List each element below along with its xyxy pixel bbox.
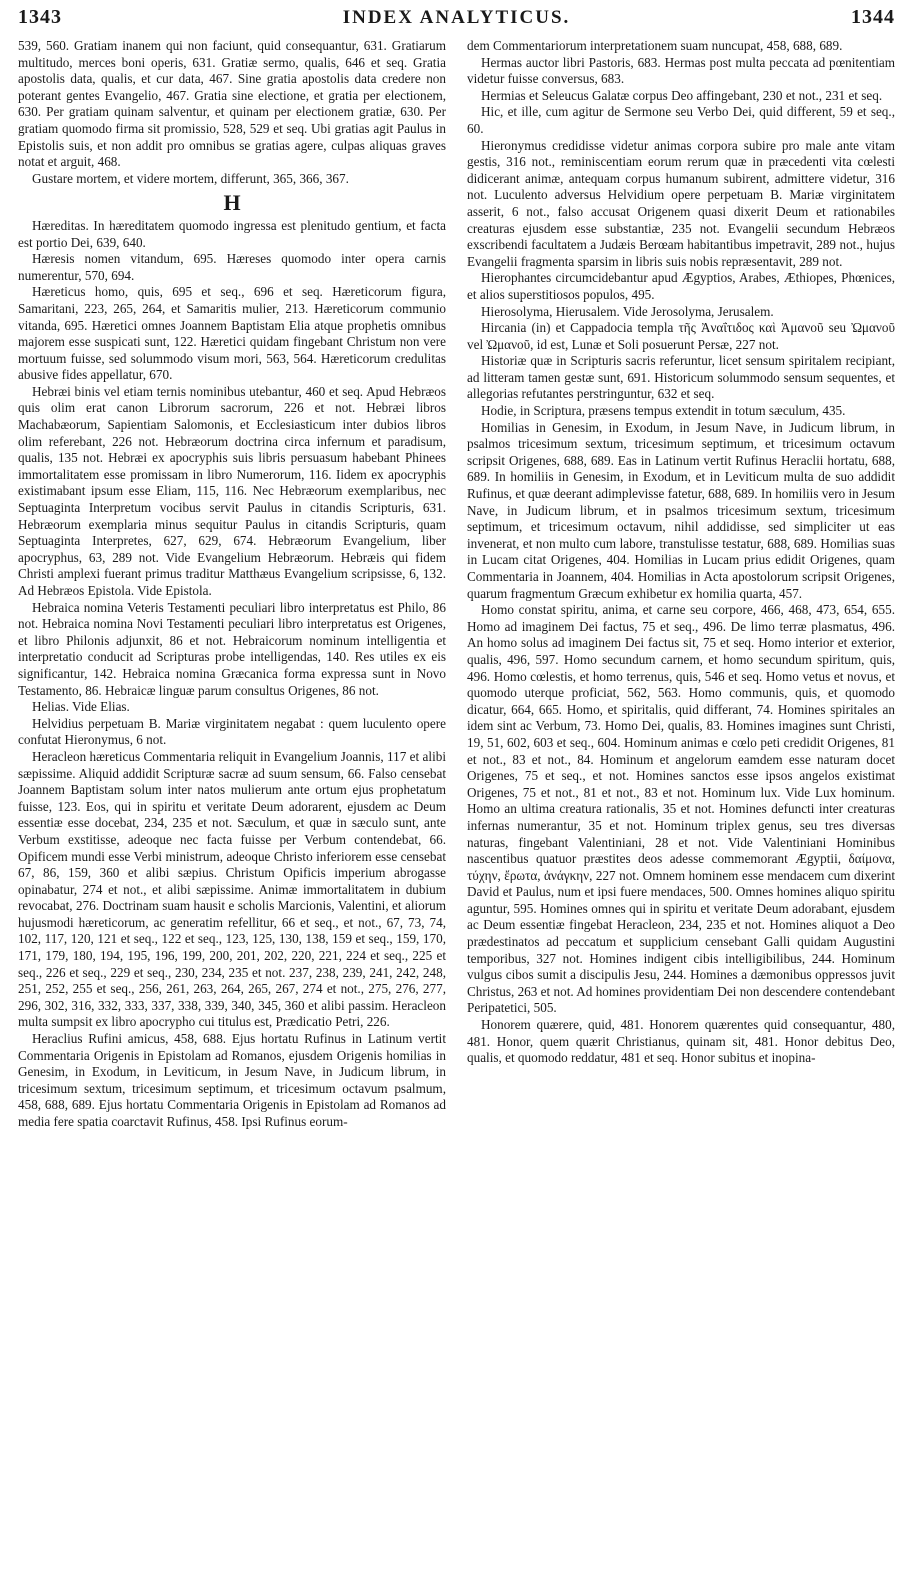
index-entry: Heraclius Rufini amicus, 458, 688. Ejus hortatu Rufinus in Latinum vertit Commentaria Origenis in Epistolam ad Romanos, ejusdem Origenis homilias in Genesim, in Exodum, in Leviticum, in Jesum Nave, in Judicum librum, in tricesimum sextum, tricesimum septimum, et tricesimum octavum psalmum, 458, 688, 689. Ejus hortatu Commentaria Origenis in Epistolam ad Romanos ad media fere spatia coarctavit Rufinus, 458. Ipsi Rufinus eorum- [18,1031,446,1129]
index-entry: Hæresis nomen vitandum, 695. Hæreses quomodo inter opera carnis numerentur, 570, 694. [18,251,446,283]
index-entry: Hæreditas. In hæreditatem quomodo ingressa est plenitudo gentium, et facta est portio Dei, 639, 640. [18,217,446,250]
index-entry: Hæreticus homo, quis, 695 et seq., 696 et seq. Hæreticorum figura, Samaritani, 223, 265, 264, et Samaritis mulier, 213. Hæreticorum communio vitanda, 695. Hæretici omnes Joannem Baptistam Elia atque prophetis omnibus majorem esse suspicati sunt, 122. Hæretici quidam fingebant Christum non vere mortuum fuisse, sed solummodo visum mori, 563, 564. Hæreticorum credulitas abusive fides appellatur, 670. [18,284,446,383]
index-entry: Historiæ quæ in Scripturis sacris referuntur, licet sensum spiritalem recipiant, ad litteram tamen gestæ sunt, 691. Historicum solummodo sensum sequentes, et allegorias refutantes perstringuntur, 632 et seq. [467,353,895,402]
section-letter: H [223,190,241,216]
index-entry: Hebraica nomina Veteris Testamenti peculiari libro interpretatus est Philo, 86 not. Hebraica nomina Novi Testamenti peculiari libro interpretatus est Origenes, et libro Philonis adjunxit, 86 et not. Hebraicorum nominum intelligentia et interpretatio conducit ad Scripturas probe intelligendas, 140. Res utiles ex eis significantur, 142. Hebraica nomina Græcanica forma expressa sunt in Novo Testamento, 86. Hebraicæ linguæ parum consultus Origenes, 86 not. [18,599,446,698]
index-entry: Homo constat spiritu, anima, et carne seu corpore, 466, 468, 473, 654, 655. Homo ad imaginem Dei factus, 75 et seq., 496. De limo terræ plasmatus, 496. An homo solus ad imaginem Dei factus sit, 75 et seq. Homo interior et exterior, qualis, 496, 597. Homo secundum carnem, et homo secundum spiritum, quis, 496. Homo cœlestis, et homo terrenus, quis, 546 et seq. Homo vetus et novus, et quomodo uterque proficiat, 562, 563. Homo communis, quis, et quomodo dicatur, 664, 665. Homo, et spiritalis, quid differant, 74. Homines spiritales an idem sint ac Verbum, 73. Homo Dei, qualis, 83. Homines imagines sunt Christi, 19, 51, 602, 603 et seq., 604. Hominum animas e cœlo peti credidit Origenes, 81 et not., 83 et not., 84. Hominum et angelorum eamdem esse naturam docet Origenes, 75 et seq., et not. Homines sanctos esse ipsos angelos existimat Origenes, 75 et not., 81 et not., 83 et not. Hominum lux. Vide Lux hominum. Homo an ultima creatura rationalis, 35 et not. Homines defuncti inter creaturas infernas numerantur, 35 et not. Hominum triplex genus, seu tres diversas naturas, fingebant Valentiniani, 28 et not. Vide Valentiniani Hominibus nascentibus quatuor præstites deos adesse commemorant Ægyptii, δαίμονα, τύχην, ἔρωτα, ἀνάγκην, 227 not. Omnem hominem esse mendacem cum dixerint David et Paulus, num et ipsi fuere mendaces, 500. Omnes homines aliquo spiritu aguntur, 595. Homines omnes qui in spiritu et veritate Deum adorabant, ejusdem ac Deum essentiæ fingebat Heracleon, 234, 235 et not. Homines aliquot a Deo prædestinatos ad peccatum et supplicium censebant Galli quidam Augustini temporibus, 327 not. Homines indigent cibis intelligibilibus, 244. Hominum vulgus cibos sumit a discipulis Jesu, 244. Homines a dæmonibus oppressos juvit Christus, 263 et not. Ad homines providentiam Dei non descendere contendebant Peripatetici, 505. [467,602,895,1016]
index-entry: Hodie, in Scriptura, præsens tempus extendit in totum sæculum, 435. [481,403,846,419]
index-entry: dem Commentariorum interpretationem suam nuncupat, 458, 688, 689. [467,38,843,53]
index-entry: Hircania (in) et Cappadocia templa τῆς Ἀναΐτιδος καὶ Ἀμανοῦ seu Ὠμανοῦ vel Ὠμανοῦ, id est, Lunæ et Soli posuerunt Persæ, 227 not. [467,320,895,352]
index-entry: Hermias et Seleucus Galatæ corpus Deo affingebant, 230 et not., 231 et seq. [481,87,883,103]
running-title: INDEX ANALYTICUS. [342,7,571,28]
index-entry: Hierophantes circumcidebantur apud Ægyptios, Arabes, Æthiopes, Phœnices, et alios superstitiosos populos, 495. [467,270,895,302]
text-columns [18,38,895,1568]
index-entry: Heracleon hæreticus Commentaria reliquit in Evangelium Joannis, 117 et alibi sæpissime. Aliquid addidit Scripturæ sacræ ad suum sensum, 66. Falso censebat Joannem Baptistam solum inter natos mulierum ante ortum ejus prophetatum fuisse, 123. Eos, qui in spiritu et veritate Deum adorarent, ejusdem ac Deum essentiæ esse docebat, 234, 235 et not. Sæculum, et quæ in sæculo sunt, ante Verbum exstitisse, adeoque nec facta fuisse per Verbum contendebat, 66. Opificem mundi esse Verbi ministrum, adeoque Christo inferiorem esse censebat 67, 86, 159, 360 et alibi sæpius. Christum Opificis imperium abrogasse opinabatur, 274 et not., et alibi sæpissime. Animæ immortalitatem in dubium revocabat, 276. Doctrinam suam hausit e scholis Marcionis, Valentini, et aliorum hujusmodi hæreticorum, ac generatim refellitur, 66 et seq., et not., 67, 73, 74, 102, 117, 120, 121 et seq., 122 et seq., 123, 125, 130, 138, 159 et seq., 159, 170, 171, 179, 180, 194, 195, 196, 199, 200, 201, 202, 220, 221, 224 et seq., 225 et seq., 226 et seq., 229 et seq., 230, 234, 235 et not. 237, 238, 239, 241, 242, 248, 251, 252, 255 et seq., 256, 261, 263, 264, 265, 267, 274 et not., 275, 276, 277, 296, 302, 316, 332, 333, 337, 338, 339, 340, 345, 360 et alibi passim. Heracleon multa sumpsit ex libro apocrypho cui titulus est, Prædicatio Petri, 226. [18,748,446,1030]
index-entry: Hieronymus credidisse videtur animas corpora subire pro male ante vitam gestis, 316 not., reminiscentiam eorum rerum quæ in præcedenti vita cœlesti didicerant animæ, antequam corpus humanum subirent, admittere videtur, 316 not. Luculento adversus Helvidium opere perpetuam B. Mariæ virginitatem asserit, 6 not., falso accusat Origenem quasi dixerit Deum et rationabiles creaturas ejusdem esse substantiæ, 235 not. Evangelii secundum Hebræos exscribendi facultatem a Judæis Berœam habitantibus impetravit, 289 not., hujus Evangelii fragmenta sparsim in libris suis nobis repræsentavit, 289 not. [467,137,895,269]
right-column [467,38,895,1568]
index-entry: Hic, et ille, cum agitur de Sermone seu Verbo Dei, quid different, 59 et seq., 60. [467,104,895,136]
page-number-right: 1344 [850,6,895,28]
index-entry: Gustare mortem, et videre mortem, differunt, 365, 366, 367. [32,170,349,186]
index-entry: Hebræi binis vel etiam ternis nominibus utebantur, 460 et seq. Apud Hebræos quis olim erat canon Librorum sacrorum, 226 et not. Hebræi libros Machabæorum, Sapientiam Salomonis, et Ecclesiasticum inter dubios libros olim referebant, 226 not. Hebræorum doctrina circa infernum et paradisum, qualis, 135 not. Hebræi ex apocryphis suis libris persuasum habebant Phinees immortalitatem esse promissam in libro Numerorum, 116. Iidem ex apocryphis existimabant ipsum esse Eliam, 115, 116. Nec Hebræorum exemplaribus, nec Septuaginta Interpretum vocibus servit Paulus in citandis Scripturis, 631. Hebræorum exemplaria minus sequitur Paulus in citandis Scripturis, quam Septuaginta Interpretes, 627, 629, 674. Hebræorum Evangelium, liber apocryphus, 63, 289 not. Vide Evangelium Hebræorum. Hebræis qui fidem Christi amplexi fuerant primus traditur Matthæus Evangelium scripsisse, 6, 132. Ad Hebræos Epistola. Vide Epistola. [18,383,446,598]
running-head [18,6,895,38]
index-entry: Honorem quærere, quid, 481. Honorem quærentes quid consequantur, 480, 481. Honor, quem quærit Christianus, quinam sit, 481. Honor debitus Deo, qualis, et quomodo reddatur, 481 et seq. Honor subitus et inopina- [467,1017,895,1066]
page-number-left: 1343 [18,6,62,28]
index-entry: Homilias in Genesim, in Exodum, in Jesum Nave, in Judicum librum, in psalmos tricesimum sextum, tricesimum septimum, et tricesimum octavum scripsit Origenes, 688, 689. Eas in Latinum vertit Rufinus Heraclii hortatu, 688, 689. In homiliis in Genesim, in Exodum, et in Leviticum multa de suo addidit Rufinus, et quæ deerant adimplevisse fatetur, 688, 689. In homiliis vero in Jesum Nave, in Judicum librum, et in psalmos tricesimum sextum, tricesimum septimum, et tricesimum octavum, nihil addidisse, sed simpliciter ut eas invenerat, et non multo cum labore, transtulisse testatur, 688, 689. Homilias suas in Lucam citat Origenes, 404. Homilias in Lucam prius edidit Origenes, quam Commentaria in Joannem, 404. Homilias in Acta apostolorum scripsit Origenes, quarum fragmentum Græcum exhibetur ex homilia quarta, 457. [467,419,895,601]
index-entry: 539, 560. Gratiam inanem qui non faciunt, quid consequantur, 631. Gratiarum multitudo, merces boni operis, 631. Gratiæ sermo, qualis, 646 et seq. Gratia apostolis data, qualis, et cur data, 467. Sine gratia apostolis data credere non poterant gentes Evangelio, 467. Gratia sine electione, et gratia per electionem, 630. Per gratiam quinam salventur, et quinam per electionem gratiæ, 630. Per gratiam quomodo firma sit promissio, 528, 529 et seq. Ubi gratias agit Paulus in Epistolis suis, et non addit pro omnibus se gratias agere, culpas aliquas graves notat et arguit, 468. [18,38,446,170]
index-entry: Helias. Vide Elias. [32,699,130,715]
index-entry: Hermas auctor libri Pastoris, 683. Hermas post multa peccata ad pœnitentiam videtur fuisse conversus, 683. [467,54,895,87]
index-entry: Helvidius perpetuam B. Mariæ virginitatem negabat : quem luculento opere confutat Hieronymus, 6 not. [18,715,446,748]
index-entry: Hierosolyma, Hierusalem. Vide Jerosolyma, Jerusalem. [481,303,774,319]
left-column [18,38,446,1568]
